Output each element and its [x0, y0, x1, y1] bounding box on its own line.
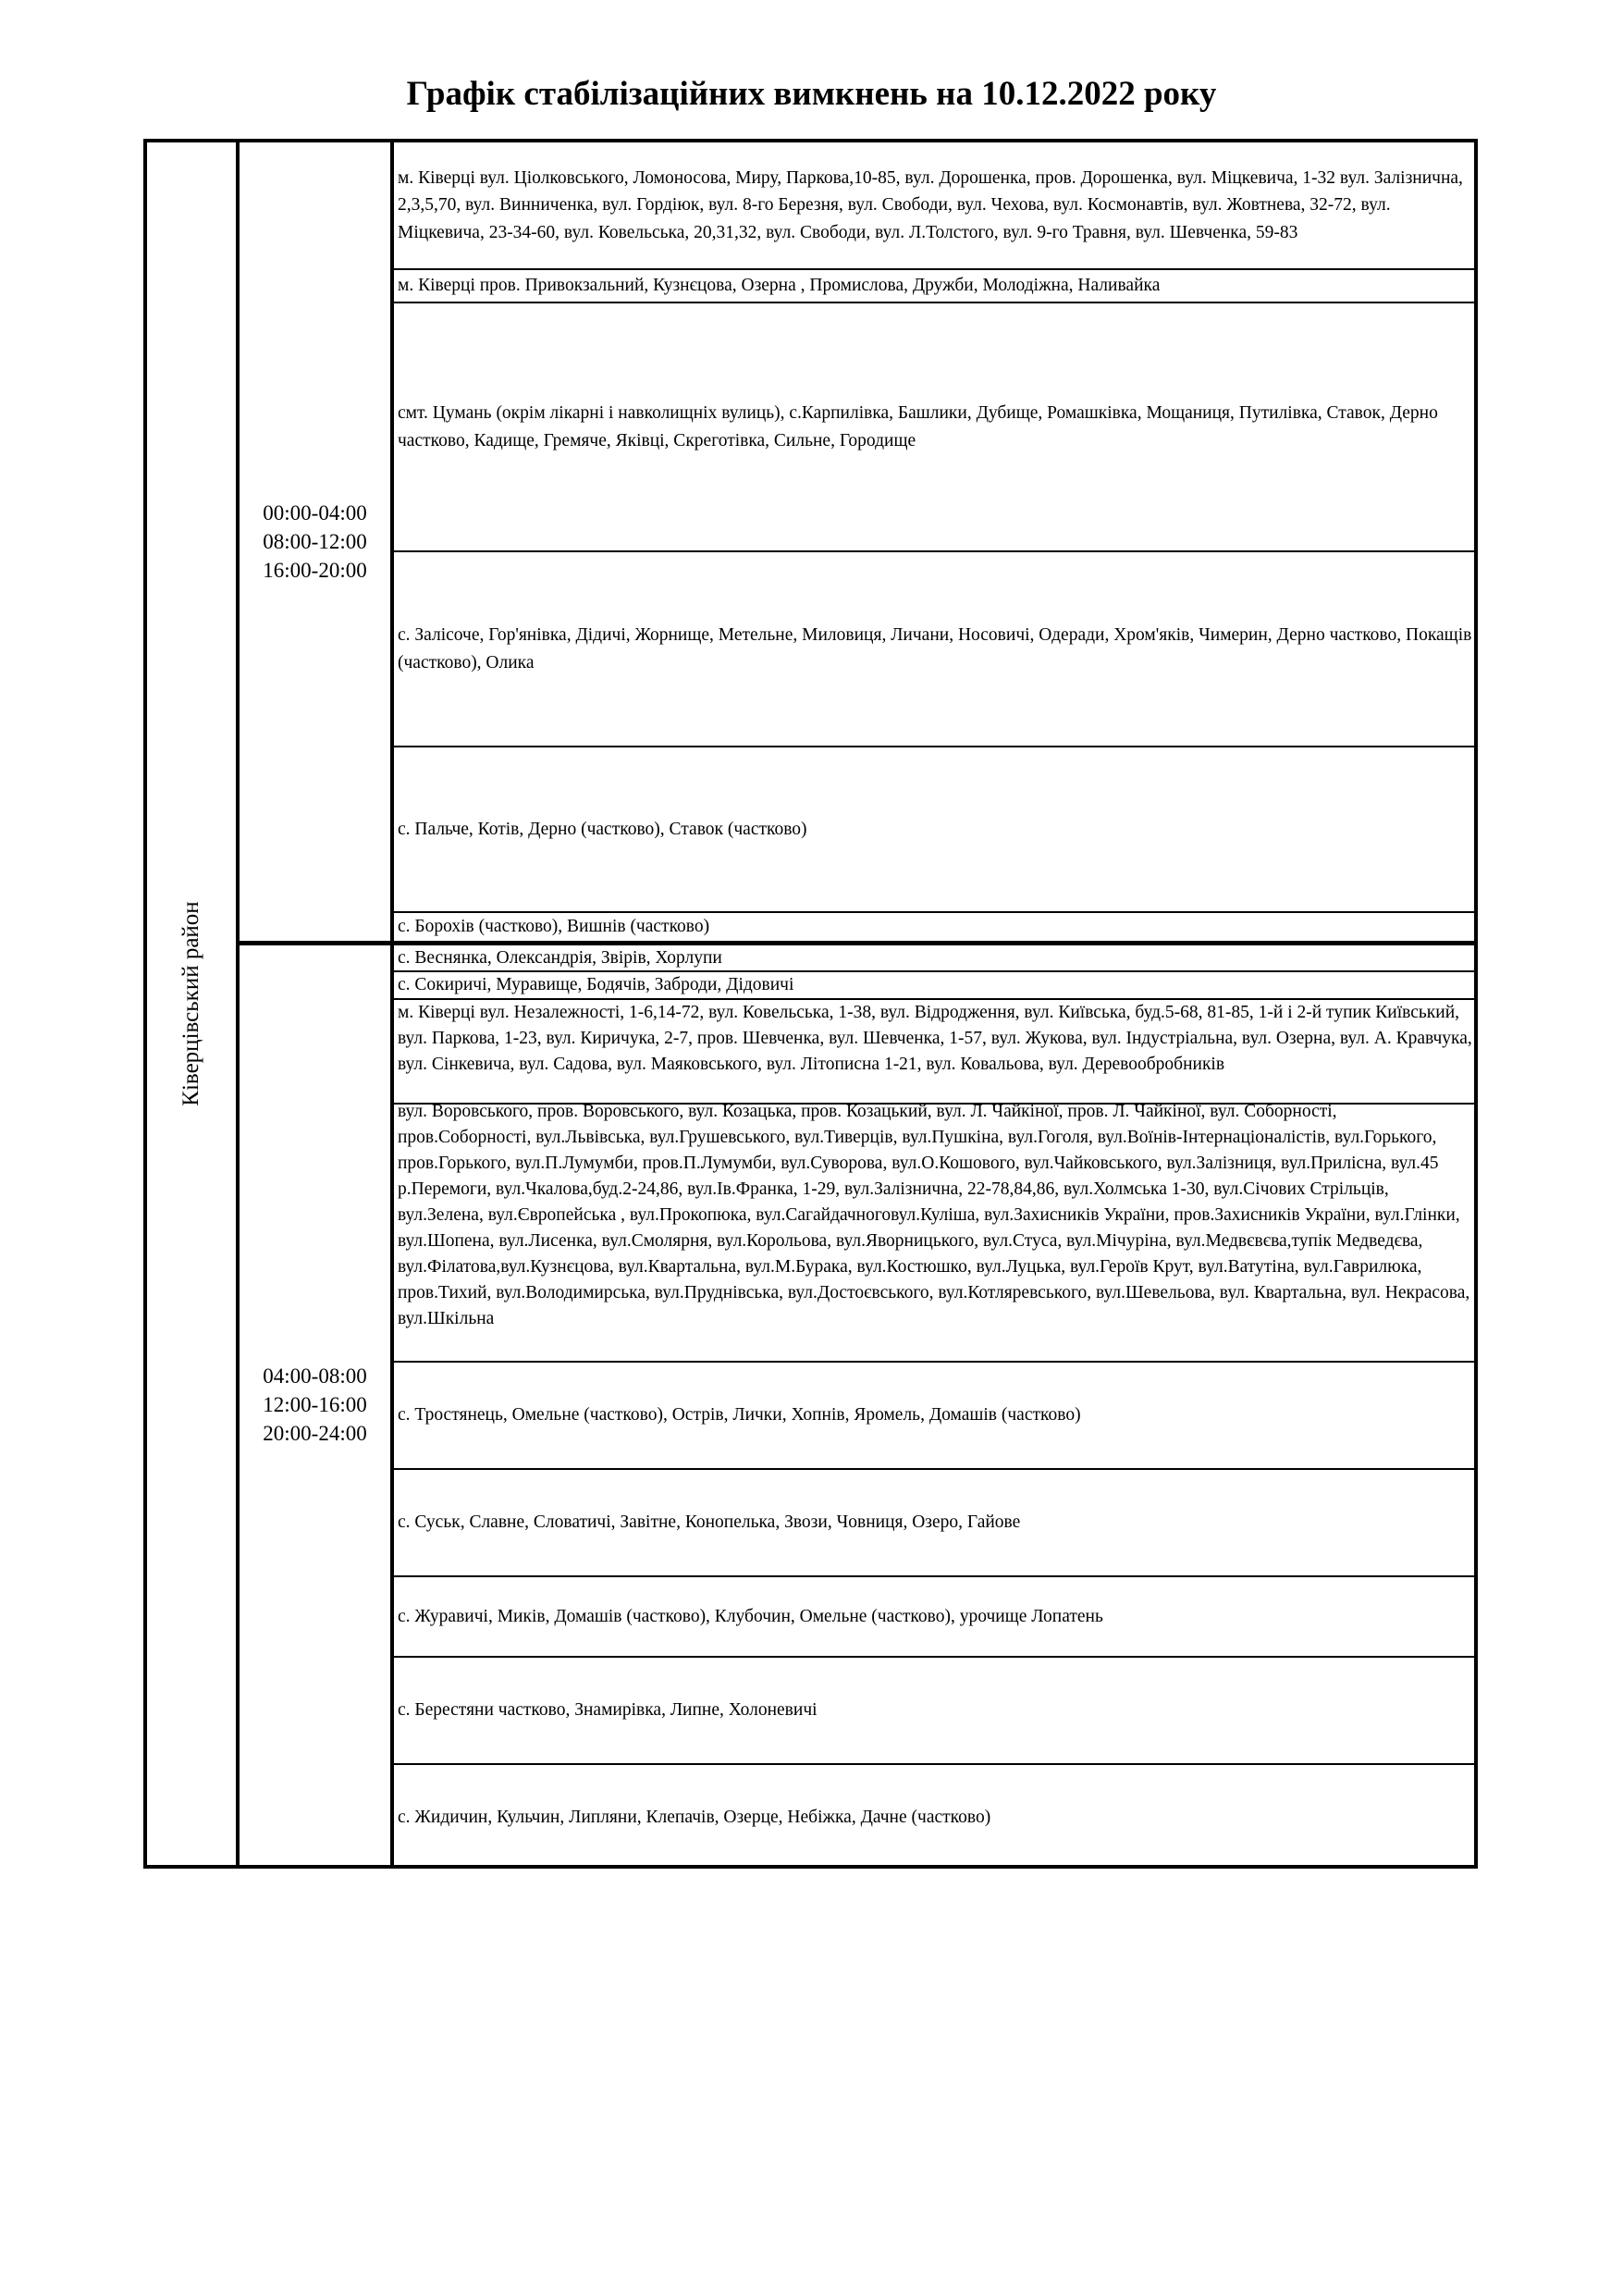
time-slot: 20:00-24:00 [263, 1422, 367, 1445]
area-text: с. Тростянець, Омельне (частково), Острів, Лички, Хопнів, Яромель, Домашів (частково) [398, 1405, 1081, 1426]
area-text: с. Борохів (частково), Вишнів (частково) [398, 917, 710, 937]
area-row [394, 552, 1474, 747]
area-text: м. Ківерці вул. Незалежності, 1-6,14-72, вул. Ковельська, 1-38, вул. Відродження, вул. Київська, буд.5-68, 81-85, 1-й і 2-й тупик Київський, вул. Паркова, 1-23, вул. Киричука, 2-7, пров. Шевченка, вул. Шевченка, 1-57, вул. Жукова, вул. Індустріальна, вул. Озерна, вул. А. Кравчука, вул. Сінкевича, вул. Садова, вул. Маяковського, вул. Літописна 1-21, вул. Ковальова, вул. Деревообробників [398, 1003, 1472, 1074]
area-text: с. Журавичі, Миків, Домашів (частково), Клубочин, Омельне (частково), урочище Лопатень [398, 1606, 1103, 1626]
area-text: с. Суськ, Славне, Словатичі, Завітне, Конопелька, Звози, Човниця, Озеро, Гайове [398, 1512, 1021, 1533]
area-row [394, 1577, 1474, 1658]
area-row [394, 913, 1474, 941]
area-text: с. Сокиричі, Муравище, Бодячів, Заброди, Дідовичі [398, 975, 794, 994]
page-title: Графік стабілізаційних вимкнень на 10.12.2022 року [406, 75, 1217, 113]
time-slot: 04:00-08:00 [263, 1364, 367, 1388]
area-text: с. Веснянка, Олександрія, Звірів, Хорлупи [398, 947, 722, 968]
area-row [394, 747, 1474, 913]
area-text: вул. Воровського, пров. Воровського, вул. Козацька, пров. Козацький, вул. Л. Чайкіної, пров. Л. Чайкіної, вул. Соборності, пров.Соборності, вул.Львівська, вул.Грушевського, вул.Тиверців, вул.Пушкіна, вул.Гоголя, вул.Воїнів-Інтернаціоналістів, вул.Горького, пров.Горького, вул.П.Лумумби, пров.П.Лумумби, вул.Суворова, вул.О.Кошового, вул.Чайковського, вул.Залізниця, вул.Прилісна, вул.45 р.Перемоги, вул.Чкалова,буд.2-24,86, вул.Ів.Франка, 1-29, вул.Залізнична, 22-78,84,86, вул.Холмська 1-30, вул.Січових Стрільців, вул.Зелена, вул.Європейська , вул.Прокопюка, вул.Сагайдачноговул.Куліша, вул.Захисників України, пров.Захисників України, вул.Глінки, вул.Шопена, вул.Лисенка, вул.Смолярня, вул.Корольова, вул.Яворницького, вул.Стуса, вул.Мічуріна, вул.Медвєвєва,тупік Медведєва, вул.Філатова,вул.Кузнєцова, вул.Квартальна, вул.М.Бурака, вул.Костюшко, вул.Луцька, вул.Героїв Крут, вул.Ватутіна, вул.Гаврилюка, пров.Тихий, вул.Володимирська, вул.Пруднівська, вул.Достоєвського, вул.Котляревського, вул.Шевельова, вул. Квартальна, вул. Некрасова, вул.Шкільна [398, 1105, 1470, 1328]
area-row [394, 945, 1474, 972]
area-row [394, 142, 1474, 270]
area-row [394, 1105, 1474, 1363]
area-row [394, 1765, 1474, 1870]
area-text: с. Пальче, Котів, Дерно (частково), Ставок (частково) [398, 819, 807, 839]
area-rows [394, 142, 1474, 941]
time-slots [240, 1362, 390, 1448]
time-slots-cell [240, 945, 394, 1865]
area-row [394, 1363, 1474, 1470]
area-row [394, 270, 1474, 303]
area-row [394, 303, 1474, 552]
area-text: м. Ківерці пров. Привокзальний, Кузнєцова, Озерна , Промислова, Дружби, Молодіжна, Наливайка [398, 276, 1161, 296]
area-text: с. Жидичин, Кульчин, Липляни, Клепачів, Озерце, Небіжка, Дачне (частково) [398, 1807, 991, 1827]
time-slot: 08:00-12:00 [263, 530, 367, 553]
schedule-group-1 [240, 142, 1474, 941]
district-label: Ківерцівський район [178, 901, 203, 1106]
area-text: м. Ківерці вул. Ціолковського, Ломоносова, Миру, Паркова,10-85, вул. Дорошенка, пров. Дорошенка, вул. Міцкевича, 1-32 вул. Залізнична, 2,3,5,70, вул. Винниченка, вул. Гордіюк, вул. 8-го Березня, вул. Свободи, вул. Чехова, вул. Космонавтів, вул. Жовтнева, 32-72, вул. Міцкевича, 23-34-60, вул. Ковельська, 20,31,32, вул. Свободи, вул. Л.Толстого, вул. 9-го Травня, вул. Шевченка, 59-83 [398, 167, 1463, 242]
area-row [394, 1000, 1474, 1105]
time-slot: 16:00-20:00 [263, 559, 367, 582]
time-slot: 00:00-04:00 [263, 501, 367, 525]
area-text: смт. Цумань (окрім лікарні і навколищніх вулиць), с.Карпилівка, Башлики, Дубище, Ромашківка, Мощаниця, Путилівка, Ставок, Дерно частково, Кадище, Гремяче, Яківці, Скреготівка, Сильне, Городище [398, 403, 1438, 451]
time-slots [240, 499, 390, 585]
schedule-table [143, 139, 1478, 1869]
area-rows [394, 945, 1474, 1865]
area-text: с. Залісоче, Гор'янівка, Дідичі, Жорнище, Метельне, Миловиця, Личани, Носовичі, Одеради, Хром'яків, Чимерин, Дерно частково, Покащів (частково), Олика [398, 625, 1472, 673]
district-cell [147, 142, 240, 1865]
area-text: с. Берестяни частково, Знамирівка, Липне, Холоневичі [398, 1700, 818, 1721]
time-slot: 12:00-16:00 [263, 1393, 367, 1416]
area-row [394, 1470, 1474, 1577]
area-row [394, 972, 1474, 1000]
area-row [394, 1658, 1474, 1765]
time-slots-cell [240, 142, 394, 941]
schedule-group-2 [240, 941, 1474, 1865]
